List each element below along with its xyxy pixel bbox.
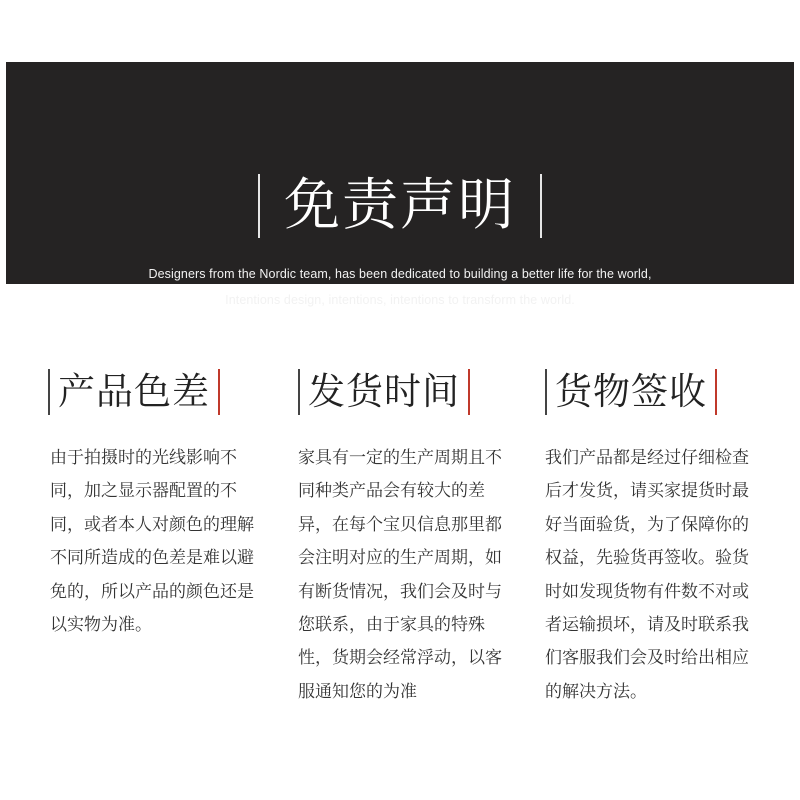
section-title: 发货时间 bbox=[308, 370, 460, 413]
section-body: 家具有一定的生产周期且不同种类产品会有较大的差异，在每个宝贝信息那里都会注明对应的生产周期，如有断货情况，我们会及时与您联系，由于家具的特殊性，货期会经常浮动，以客服通知您的为准 bbox=[298, 448, 502, 702]
header-divider-left bbox=[298, 369, 300, 415]
header-divider-right bbox=[218, 369, 220, 415]
title-divider-left bbox=[258, 174, 260, 238]
title-divider-right bbox=[540, 174, 542, 238]
section-goods-receipt bbox=[545, 364, 765, 709]
disclaimer-banner bbox=[6, 62, 794, 307]
header-divider-left bbox=[545, 369, 547, 415]
section-shipping-time bbox=[298, 364, 518, 709]
banner-title-group bbox=[6, 166, 794, 246]
section-body: 由于拍摄时的光线影响不同，加之显示器配置的不同，或者本人对颜色的理解不同所造成的色差是难以避免的，所以产品的颜色还是以实物为准。 bbox=[50, 448, 254, 636]
section-body: 我们产品都是经过仔细检查后才发货，请买家提货时最好当面验货，为了保障你的权益，先验货再签收。验货时如发现货物有件数不对或者运输损坏，请及时联系我们客服我们会及时给出相应的解决方法。 bbox=[545, 448, 749, 702]
section-header bbox=[545, 364, 765, 420]
section-header bbox=[298, 364, 518, 420]
section-title: 产品色差 bbox=[58, 370, 210, 413]
header-divider-left bbox=[48, 369, 50, 415]
section-header bbox=[48, 364, 268, 420]
banner-subtitle-line1: Designers from the Nordic team, has been dedicated to building a better life for the world, bbox=[148, 267, 652, 281]
section-color-difference bbox=[48, 364, 268, 642]
header-divider-right bbox=[715, 369, 717, 415]
banner-subtitle-line2: Intentions design, intentions, intentions to transform the world. bbox=[225, 293, 575, 307]
banner-title: 免责声明 bbox=[284, 173, 516, 238]
section-title: 货物签收 bbox=[555, 370, 707, 413]
header-divider-right bbox=[468, 369, 470, 415]
